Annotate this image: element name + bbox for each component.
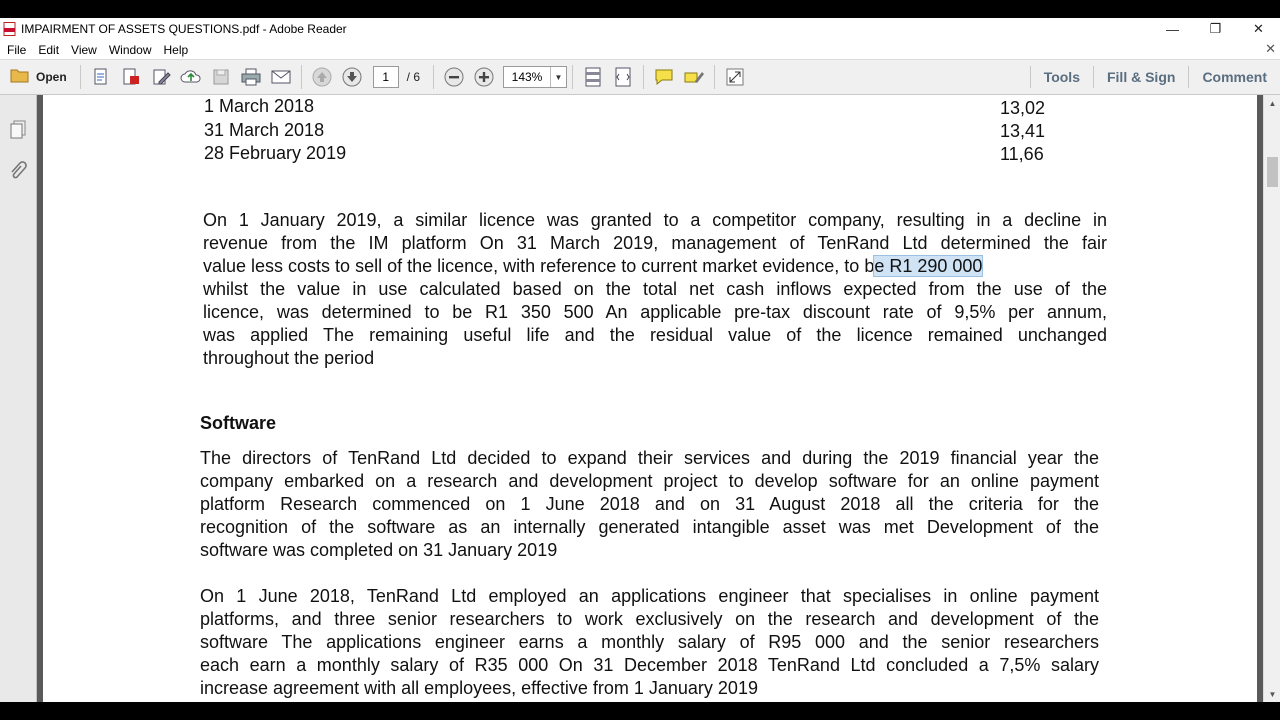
menu-help[interactable]: Help	[163, 42, 189, 57]
sticky-note-icon[interactable]	[652, 65, 676, 89]
restore-button[interactable]: ❐	[1209, 21, 1222, 36]
tools-tab[interactable]: Tools	[1043, 69, 1080, 85]
zoom-value: 143%	[511, 70, 543, 84]
rate-value: 13,02	[1000, 98, 1046, 118]
menu-bar	[0, 40, 1280, 59]
pdf-page	[43, 95, 1257, 702]
previous-page-icon[interactable]	[310, 65, 334, 89]
text-line: each earn a monthly salary of R35 000 On 31 December 2018 TenRand Ltd concluded a 7,5% salary	[200, 655, 1099, 675]
toolbar-divider	[572, 65, 573, 89]
rate-date: 28 February 2019	[204, 143, 347, 163]
rate-date: 31 March 2018	[204, 120, 325, 140]
menu-edit[interactable]: Edit	[38, 42, 60, 57]
text-run: value less costs to sell of the licence, with reference to current market evidence, to b	[203, 256, 875, 276]
fill-and-sign-tab[interactable]: Fill & Sign	[1106, 69, 1176, 85]
page-number-input[interactable]: 1	[373, 66, 399, 88]
vertical-scrollbar[interactable]	[1263, 95, 1280, 702]
text-line	[203, 255, 1107, 278]
toolbar-divider	[714, 65, 715, 89]
text-line: platforms, and three senior researchers to work exclusively on the research and development of the	[200, 609, 1099, 629]
close-document-icon[interactable]: ✕	[1265, 41, 1276, 56]
toolbar-divider	[433, 65, 434, 89]
scrollbar-thumb[interactable]	[1267, 157, 1278, 187]
toolbar-divider	[643, 65, 644, 89]
rate-value: 11,66	[1000, 144, 1044, 164]
comment-tab[interactable]: Comment	[1202, 69, 1267, 85]
cloud-upload-icon[interactable]	[179, 65, 203, 89]
toolbar-divider	[80, 65, 81, 89]
window-title: IMPAIRMENT OF ASSETS QUESTIONS.pdf - Adobe Reader	[21, 22, 347, 36]
text-line: licence, was determined to be R1 350 500 An applicable pre-tax discount rate of 9,5% per annum,	[203, 302, 1107, 322]
paragraph-employees	[200, 585, 1099, 700]
right-panel-tabs	[1030, 60, 1280, 94]
text-line: revenue from the IM platform On 31 March 2019, management of TenRand Ltd determined the fair	[203, 233, 1107, 253]
text-selection: e R1 290 000	[874, 256, 983, 276]
export-pdf-icon[interactable]	[119, 65, 143, 89]
paragraph-software	[200, 447, 1099, 562]
text-line: whilst the value in use calculated based on the total net cash inflows expected from the use of the	[203, 279, 1107, 299]
attachments-icon[interactable]	[8, 160, 28, 182]
text-line: recognition of the software as an internally generated intangible asset was met Development of the	[200, 517, 1099, 537]
scroll-down-icon[interactable]: ▼	[1268, 689, 1277, 699]
open-label: Open	[36, 70, 67, 84]
text-line: increase agreement with all employees, effective from 1 January 2019	[200, 678, 758, 698]
save-icon[interactable]	[209, 65, 233, 89]
rate-date: 1 March 2018	[204, 96, 315, 116]
text-line: company embarked on a research and development project to develop software for an online payment	[200, 471, 1099, 491]
zoom-out-icon[interactable]	[442, 65, 466, 89]
pdf-icon	[3, 22, 17, 36]
page-thumbnails-icon[interactable]	[8, 119, 28, 141]
text-line: was applied The remaining useful life and the residual value of the licence remained unchanged	[203, 325, 1107, 345]
menu-file[interactable]: File	[7, 42, 27, 57]
fit-page-icon[interactable]	[581, 65, 605, 89]
edit-pdf-icon[interactable]	[149, 65, 173, 89]
zoom-in-icon[interactable]	[472, 65, 496, 89]
next-page-icon[interactable]	[340, 65, 364, 89]
expand-icon[interactable]	[723, 65, 747, 89]
highlight-text-icon[interactable]	[682, 65, 706, 89]
page-total: / 6	[406, 70, 421, 84]
menu-window[interactable]: Window	[108, 42, 152, 57]
section-heading: Software	[200, 413, 277, 433]
scroll-up-icon[interactable]: ▲	[1268, 98, 1277, 108]
close-button[interactable]: ✕	[1253, 21, 1264, 36]
navigation-pane	[0, 95, 37, 702]
chevron-down-icon[interactable]: ▼	[550, 67, 566, 87]
zoom-select[interactable]	[503, 66, 567, 88]
create-pdf-icon[interactable]	[89, 65, 113, 89]
folder-icon	[10, 67, 30, 88]
text-line: On 1 June 2018, TenRand Ltd employed an applications engineer that specialises in online payment	[200, 586, 1099, 606]
menu-view[interactable]: View	[71, 42, 97, 57]
rate-value: 13,41	[1000, 121, 1046, 141]
text-line: platform Research commenced on 1 June 2018 and on 31 August 2018 all the criteria for the	[200, 494, 1099, 514]
email-icon[interactable]	[269, 65, 293, 89]
text-line: On 1 January 2019, a similar licence was granted to a competitor company, resulting in a decline in	[203, 210, 1107, 230]
text-line: software The applications engineer earns a monthly salary of R95 000 and the senior researchers	[200, 632, 1099, 652]
document-view[interactable]	[37, 95, 1263, 702]
print-icon[interactable]	[239, 65, 263, 89]
toolbar-divider	[301, 65, 302, 89]
main-toolbar	[0, 59, 1280, 95]
fit-width-icon[interactable]	[611, 65, 635, 89]
open-button[interactable]	[10, 64, 75, 90]
text-line: throughout the period	[203, 348, 375, 368]
window-controls	[1151, 18, 1280, 40]
text-line: software was completed on 31 January 2019	[200, 540, 558, 560]
adobe-reader-window	[0, 18, 1280, 702]
title-bar	[0, 18, 1280, 40]
minimize-button[interactable]: —	[1166, 21, 1179, 37]
text-line: The directors of TenRand Ltd decided to expand their services and during the 2019 financial year the	[200, 448, 1099, 468]
paragraph-licence	[203, 209, 1107, 370]
